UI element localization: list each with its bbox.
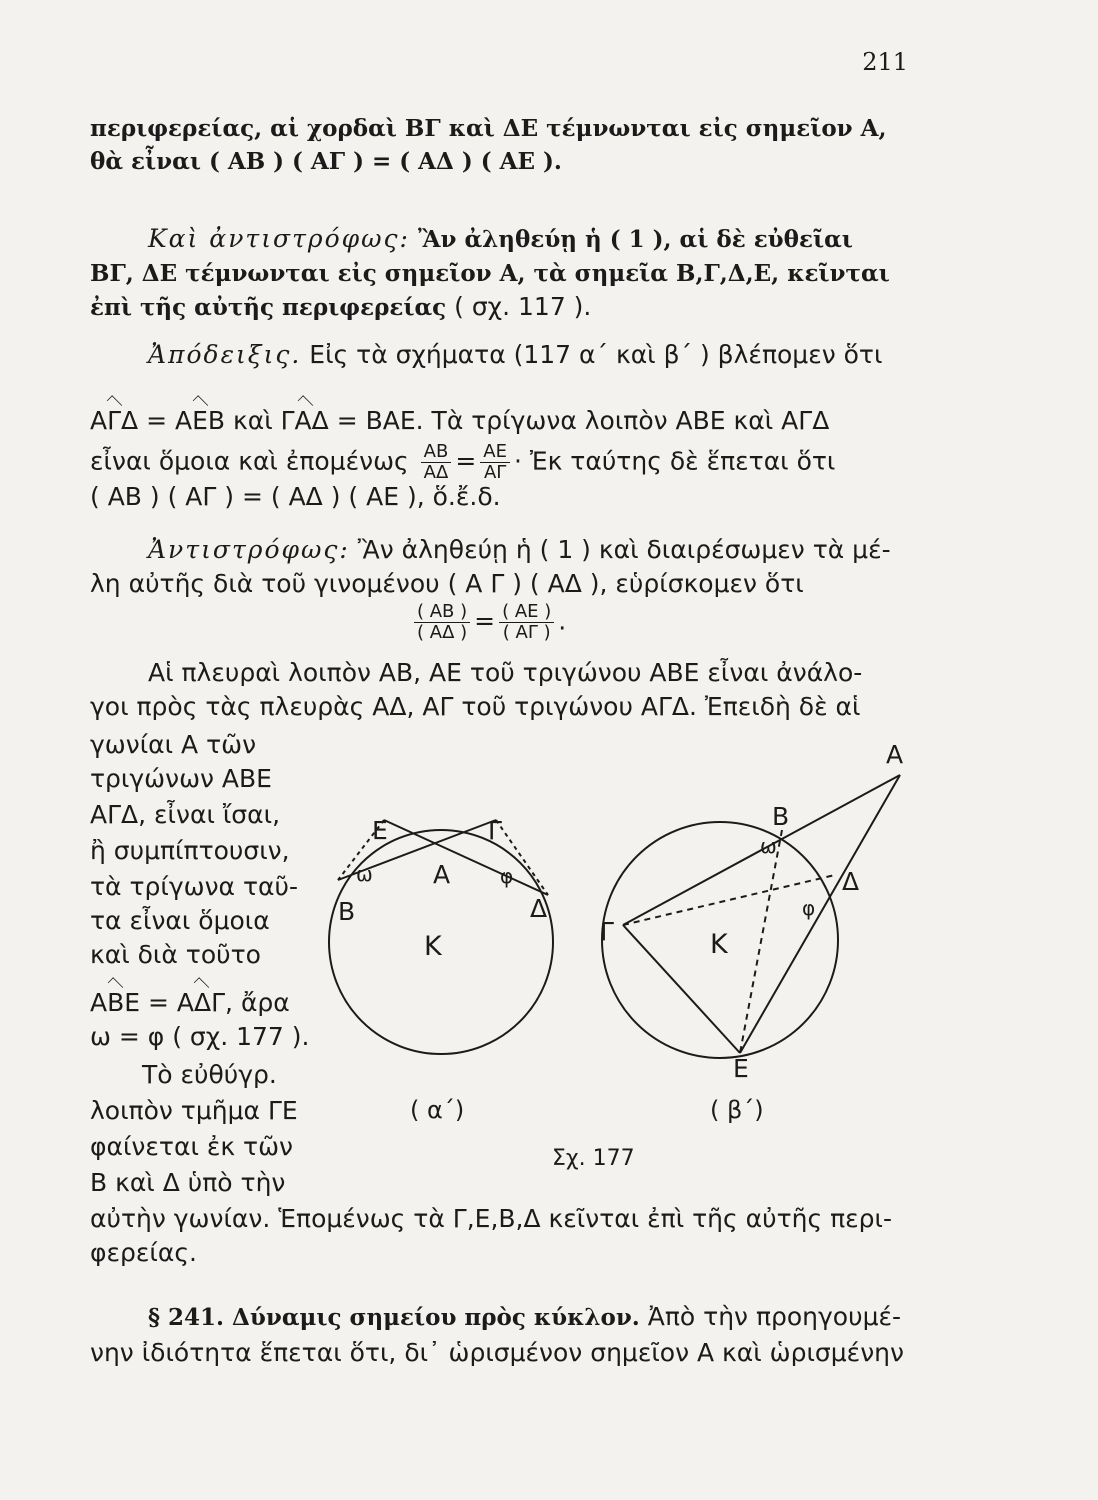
text-line-6-rest: Εἰς τὰ σχήματα (117 α΄ καὶ β΄ ) βλέπομεν ὅτι [301,340,883,369]
frac-num: ( ΑΕ ) [499,602,554,623]
converse-heading: Καὶ ἀντιστρόφως: [148,224,410,253]
eq-sign: = [474,606,496,636]
text-line-5-b: ( σχ. 117 ). [446,292,592,321]
line-be [740,830,782,1053]
text-line-3 [148,222,853,257]
text-line-17: ΑΓΔ, εἶναι ἴσαι, [90,800,281,829]
frac-num: ΑΕ [480,442,510,463]
text-line-8-a: εἶναι ὅμοια καὶ ἐπομένως [90,446,409,476]
text-line-22-rest: , ἄρα [225,988,290,1017]
point-a-right: Α [886,740,904,769]
frac-num: ΑΒ [421,442,452,463]
point-d-right: Δ [842,867,860,896]
text-line-2: θὰ εἶναι ( ΑΒ ) ( ΑΓ ) = ( ΑΔ ) ( ΑΕ ). [90,148,562,175]
point-g-right: Γ [600,917,614,946]
angle-f-left: φ [500,864,514,888]
angle-w-right: ω [760,834,777,858]
angle-gad: ΓΑΔ [281,404,329,438]
line-ea [740,775,900,1053]
figure-b [600,740,903,1124]
eq-sign: = [455,446,477,476]
text-line-18: ἢ συμπίπτουσιν, [90,836,290,865]
frac-den: ΑΔ [423,462,449,483]
text-line-14: γοι πρὸς τὰς πλευρὰς ΑΔ, ΑΓ τοῦ τριγώνου ΑΓΔ. Ἐπειδὴ δὲ αἱ [90,692,861,721]
text-line-11: λη αὐτῆς διὰ τοῦ γινομένου ( Α Γ ) ( ΑΔ ), εὑρίσκομεν ὅτι [90,569,804,598]
text-line-27: Β καὶ Δ ὑπὸ τὴν [90,1168,286,1197]
text-line-22 [90,986,290,1020]
fraction-ae-ag-2 [499,602,554,643]
figure-177 [320,735,920,1185]
fraction-ab-ad-2 [414,602,470,643]
text-line-1: περιφερείας, αἱ χορδαὶ ΒΓ καὶ ΔΕ τέμνωνται εἰς σημεῖον Α, [90,115,887,142]
point-a-left: Α [433,860,451,889]
section-heading: § 241. Δύναμις σημείου πρὸς κύκλον. [148,1304,640,1331]
text-line-4: ΒΓ, ΔΕ τέμνωνται εἰς σημεῖον Α, τὰ σημεῖα Β,Γ,Δ,Ε, κεῖνται [90,260,890,287]
point-b-left: Β [338,897,356,926]
eq-sign: = [140,988,177,1017]
text-line-30-rest: Ἀπὸ τὴν προηγουμέ- [639,1302,902,1331]
text-line-5-a: ἐπὶ τῆς αὐτῆς περιφερείας [90,294,447,321]
eq-sign: = [138,406,175,435]
angle-aeb: ΑΕΒ [175,404,225,438]
point-b-right: Β [772,802,790,831]
text-line-29: φερείας. [90,1238,197,1267]
angle-abe: ΑΒΕ [90,986,140,1020]
frac-den: ( ΑΓ ) [502,622,551,643]
text-line-31: νην ἰδιότητα ἕπεται ὅτι, δι᾽ ὡρισμένον σημεῖον Α καὶ ὡρισμένην [90,1338,904,1367]
figure-caption: Σχ. 177 [552,1146,635,1171]
text-line-13: Αἱ πλευραὶ λοιπὸν ΑΒ, ΑΕ τοῦ τριγώνου ΑΒΕ εἶναι ἀνάλο- [148,658,863,687]
text-line-23: ω = φ ( σχ. 177 ). [90,1022,310,1051]
center-k-left: Κ [424,931,442,962]
text-line-24: Τὸ εὐθύγρ. [142,1060,277,1089]
text-line-7 [90,404,829,438]
fraction-ab-ad [421,442,452,483]
text-line-5 [90,290,591,325]
point-g-left: Γ [488,816,502,845]
text-line-26: φαίνεται ἐκ τῶν [90,1132,293,1161]
text-line-10 [148,533,891,567]
page-number: 211 [862,48,908,76]
point-e-right: Ε [733,1054,749,1083]
point-e-left: Ε [372,816,388,845]
text-line-10-rest: Ἂν ἀληθεύῃ ἡ ( 1 ) καὶ διαιρέσωμεν τὰ μέ- [349,535,891,564]
text-line-30 [148,1300,901,1335]
figure-a [329,816,553,1124]
angle-agd: ΑΓΔ [90,404,138,438]
text-line-19: τὰ τρίγωνα ταῦ- [90,872,298,901]
angle-w-left: ω [356,862,373,886]
text-line-25: λοιπὸν τμῆμα ΓΕ [90,1096,298,1125]
figure-label-b: ( β΄) [710,1096,764,1124]
converse-heading-2: Ἀντιστρόφως: [148,535,350,564]
period: . [558,606,567,636]
frac-num: ( ΑΒ ) [414,602,470,623]
text-line-3-rest: Ἂν ἀληθεύῃ ἡ ( 1 ), αἱ δὲ εὐθεῖαι [409,226,853,253]
text-line-20: τα εἶναι ὅμοια [90,906,270,935]
text-line-12 [410,602,566,643]
text-line-8 [90,442,835,483]
text-line-6 [148,338,882,372]
point-d-left: Δ [530,894,548,923]
text-line-9: ( ΑΒ ) ( ΑΓ ) = ( ΑΔ ) ( ΑΕ ), ὅ.ἔ.δ. [90,482,501,511]
frac-den: ΑΓ [483,462,507,483]
text-and: καὶ [225,406,281,435]
frac-den: ( ΑΔ ) [417,622,468,643]
text-line-16: τριγώνων ΑΒΕ [90,764,272,793]
figure-label-a: ( α΄) [410,1096,465,1124]
center-k-right: Κ [710,929,728,960]
text-line-8-b: · Ἐκ ταύτης δὲ ἕπεται ὅτι [513,446,836,476]
text-line-28: αὐτὴν γωνίαν. Ἑπομένως τὰ Γ,Ε,Β,Δ κεῖνται ἐπὶ τῆς αὐτῆς περι- [90,1204,893,1233]
text-line-7-rest: = ΒΑΕ. Τὰ τρίγωνα λοιπὸν ΑΒΕ καὶ ΑΓΔ [328,406,830,435]
proof-heading: Ἀπόδειξις. [148,340,302,369]
fraction-ae-ag [480,442,510,483]
angle-f-right: φ [802,896,816,920]
text-line-21: καὶ διὰ τοῦτο [90,940,261,969]
angle-adg: ΑΔΓ [177,986,225,1020]
text-line-15: γωνίαι Α τῶν [90,730,257,759]
